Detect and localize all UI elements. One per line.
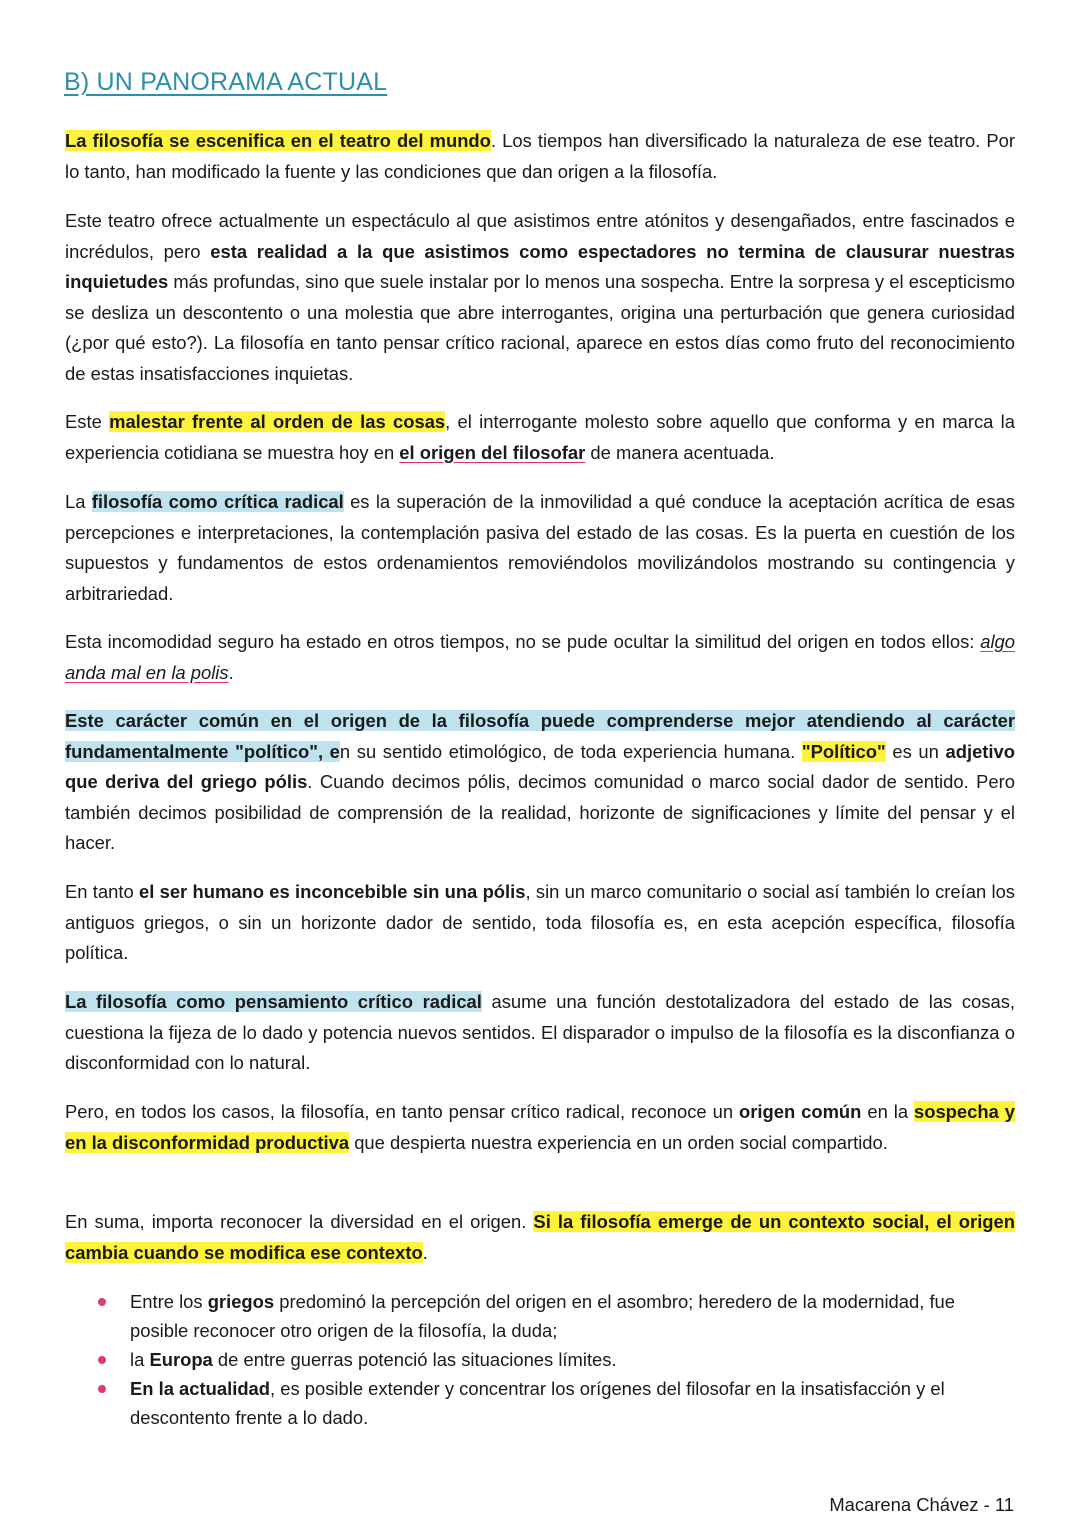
bold-text: Europa xyxy=(149,1349,213,1370)
text: . xyxy=(228,661,234,683)
text: Este xyxy=(65,411,110,432)
paragraph-8 xyxy=(65,987,1015,1079)
list-item xyxy=(65,1287,1015,1345)
paragraph-10 xyxy=(65,1207,1015,1268)
text: Entre los xyxy=(130,1291,208,1312)
bold-text: En la actualidad xyxy=(130,1378,271,1399)
bold-text: adjetivo que deriva del griego pólis xyxy=(65,740,1015,792)
bold-text: origen común xyxy=(738,1101,862,1122)
paragraph-9 xyxy=(65,1097,1015,1158)
text: , sin un marco comunitario o social así también lo creían los antiguos griegos, o sin un horizonte dador de sentido, toda filosofía es, en esta acepción específica, filosofía política. xyxy=(65,881,1015,963)
text: asume una función destotalizadora del estado de las cosas, cuestiona la fijeza de lo dado y potencia nuevos sentidos. El disparador o impulso de la filosofía es la disconfianza o disconformidad con lo natural. xyxy=(65,991,1015,1073)
text: predominó la percepción del origen en el asombro; heredero de la modernidad, fue posible reconocer otro origen de la filosofía, la duda; xyxy=(130,1291,956,1341)
bullet-icon xyxy=(98,1385,106,1393)
highlight: Este carácter común en el origen de la filosofía puede comprenderse mejor atendiendo al carácter fundamentalmente "político", e xyxy=(65,710,1015,762)
paragraph-2 xyxy=(65,206,1015,389)
bullet-icon xyxy=(98,1356,106,1364)
highlight: filosofía como crítica radical xyxy=(91,491,344,512)
text: es un xyxy=(885,740,946,762)
text: la xyxy=(130,1349,150,1370)
text: es la superación de la inmovilidad a qué conduce la aceptación acrítica de esas percepciones e interpretaciones, la contemplación pasiva del estado de las cosas. Es la puerta en cuestión de los supuestos y fundamentos de estos ordenamientos removiéndolos movilizándolos mostrando su contingencia y arbitrariedad. xyxy=(65,491,1015,604)
text: Este teatro ofrece actualmente un espectáculo al que asistimos entre atónitos y desengañados, entre fascinados e incrédulos, pero xyxy=(65,210,1015,262)
text: de entre guerras potenció las situaciones límites. xyxy=(212,1349,617,1370)
highlight: malestar frente al orden de las cosas xyxy=(109,411,446,432)
bold-text: el ser humano es inconcebible sin una pólis xyxy=(138,881,526,902)
text: en la xyxy=(861,1101,914,1122)
highlight: Si la filosofía emerge de un contexto social, el origen cambia cuando se modifica ese contexto xyxy=(65,1211,1015,1263)
underlined-text: el origen del filosofar xyxy=(399,441,586,463)
list-item xyxy=(65,1374,1015,1432)
text: , es posible extender y concentrar los orígenes del filosofar en la insatisfacción y el descontento frente a lo dado. xyxy=(130,1378,945,1428)
text: de manera acentuada. xyxy=(585,441,775,463)
highlight: sospecha y en la disconformidad productiva xyxy=(65,1101,1015,1153)
paragraph-4 xyxy=(65,487,1015,609)
text: La xyxy=(65,491,92,512)
bullet-list xyxy=(65,1287,1015,1432)
paragraph-3 xyxy=(65,407,1015,468)
text: . xyxy=(422,1241,428,1263)
text: . Cuando decimos pólis, decimos comunidad o marco social dador de sentido. Pero también decimos posibilidad de comprensión de la realidad, horizonte de significaciones y límite del pensar y el hacer. xyxy=(65,771,1015,853)
list-item xyxy=(65,1345,1015,1374)
text: más profundas, sino que suele instalar por lo menos una sospecha. Entre la sorpresa y el escepticismo se desliza un descontento o una molestia que abre interrogantes, origina una perturbación que genera curiosidad (¿por qué esto?). La filosofía en tanto pensar crítico racional, aparece en estos días como fruto del reconocimiento de estas insatisfacciones inquietas. xyxy=(65,271,1015,384)
text: . Los tiempos han diversificado la naturaleza de ese teatro. Por lo tanto, han modificado la fuente y las condiciones que dan origen a la filosofía. xyxy=(65,130,1015,182)
page-footer: Macarena Chávez - 11 xyxy=(829,1494,1014,1515)
section-title: B) UN PANORAMA ACTUAL xyxy=(64,68,388,96)
italic-underlined-text: algo anda mal en la polis xyxy=(65,631,1015,683)
text: En tanto xyxy=(65,881,139,902)
paragraph-5 xyxy=(65,627,1015,688)
text: Esta incomodidad seguro ha estado en otros tiempos, no se pude ocultar la similitud del origen en todos ellos: xyxy=(65,631,981,652)
paragraph-7 xyxy=(65,877,1015,969)
text: En suma, importa reconocer la diversidad en el origen. xyxy=(65,1211,534,1232)
bold-text: esta realidad a la que asistimos como espectadores no termina de clausurar nuestras inquietudes xyxy=(65,240,1016,292)
paragraph-1 xyxy=(65,126,1015,187)
paragraph-6 xyxy=(65,706,1015,859)
bullet-icon xyxy=(98,1298,106,1306)
bold-text: griegos xyxy=(207,1291,275,1312)
highlight: La filosofía se escenifica en el teatro del mundo xyxy=(65,130,491,151)
text: , el interrogante molesto sobre aquello que conforma y en marca la experiencia cotidiana se muestra hoy en xyxy=(65,411,1015,463)
text: que despierta nuestra experiencia en un orden social compartido. xyxy=(349,1131,888,1153)
text: n su sentido etimológico, de toda experiencia humana. xyxy=(339,740,802,762)
highlight: "Político" xyxy=(801,740,886,762)
highlight: La filosofía como pensamiento crítico radical xyxy=(65,991,482,1012)
text: Pero, en todos los casos, la filosofía, en tanto pensar crítico radical, reconoce un xyxy=(65,1101,739,1122)
